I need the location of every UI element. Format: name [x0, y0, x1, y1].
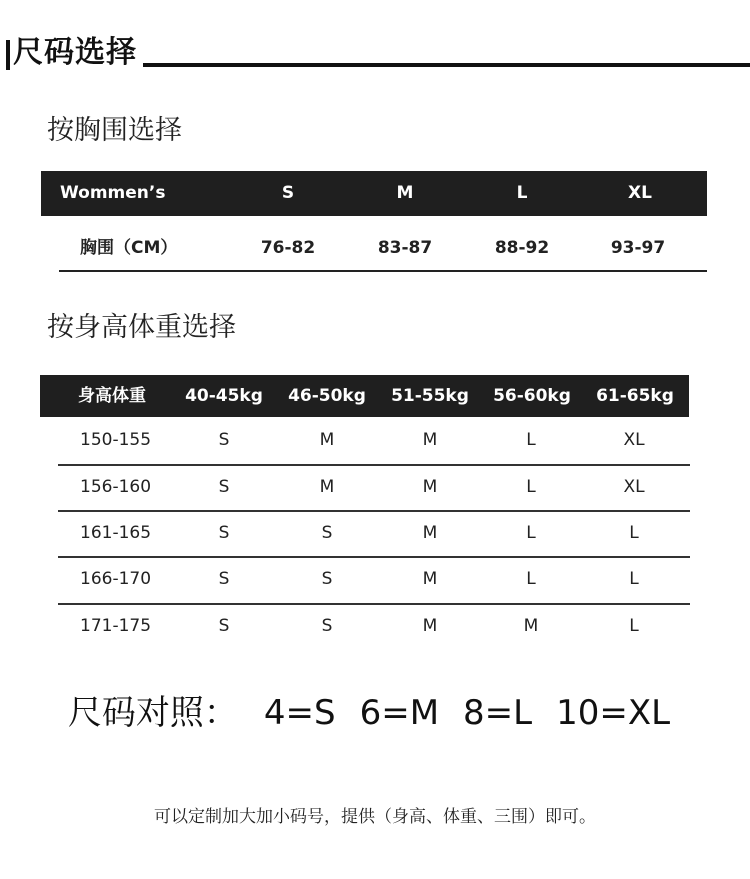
bust-value-xl: 93-97 — [610, 238, 666, 258]
table-row — [0, 510, 750, 556]
size-cell: S — [218, 430, 230, 450]
size-cell: XL — [623, 477, 645, 497]
height-range: 166-170 — [80, 569, 152, 589]
size-cell: M — [422, 569, 438, 589]
size-cell: M — [422, 477, 438, 497]
size-cell: L — [629, 616, 639, 636]
size-cell: S — [218, 616, 230, 636]
hw-header-label: 身高体重 — [78, 386, 146, 406]
bust-header-size-l: L — [516, 183, 528, 203]
hw-header-weight-3: 51-55kg — [391, 386, 469, 406]
size-mapping-pair: 4=S — [263, 693, 336, 733]
size-cell: M — [319, 430, 335, 450]
bust-header-size-s: S — [281, 183, 295, 203]
size-cell: XL — [623, 430, 645, 450]
bust-section-heading: 按胸围选择 — [47, 115, 182, 146]
customization-note: 可以定制加大加小码号，提供（身高、体重、三围）即可。 — [154, 807, 596, 827]
size-cell: L — [629, 569, 639, 589]
bust-table-header — [41, 171, 707, 216]
size-cell: M — [422, 430, 438, 450]
size-cell: S — [218, 477, 230, 497]
bust-header-label: Wommen’s — [60, 183, 166, 203]
table-row — [0, 417, 750, 463]
page-title: 尺码选择 — [13, 35, 137, 70]
bust-value-l: 88-92 — [494, 238, 550, 258]
table-row — [0, 556, 750, 602]
bust-value-m: 83-87 — [377, 238, 433, 258]
size-cell: L — [629, 523, 639, 543]
size-cell: M — [319, 477, 335, 497]
size-cell: S — [321, 616, 333, 636]
bust-row-label: 胸围（CM） — [80, 238, 178, 258]
size-mapping — [0, 690, 750, 736]
header-accent-bar — [6, 40, 10, 70]
size-cell: L — [526, 477, 536, 497]
hw-header-weight-4: 56-60kg — [493, 386, 571, 406]
table-row — [0, 603, 750, 649]
size-mapping-label: 尺码对照： — [67, 693, 238, 733]
size-cell: S — [218, 569, 230, 589]
bust-header-size-m: M — [396, 183, 414, 203]
height-range: 156-160 — [80, 477, 152, 497]
height-range: 150-155 — [80, 430, 152, 450]
hw-header-weight-5: 61-65kg — [596, 386, 674, 406]
size-mapping-pair: 8=L — [463, 693, 533, 733]
size-cell: M — [523, 616, 539, 636]
header-rule — [143, 63, 750, 67]
size-cell: M — [422, 523, 438, 543]
bust-value-s: 76-82 — [260, 238, 316, 258]
size-cell: S — [218, 523, 230, 543]
height-range: 161-165 — [80, 523, 152, 543]
table-row — [0, 464, 750, 510]
size-cell: L — [526, 430, 536, 450]
size-mapping-pair: 10=XL — [556, 693, 671, 733]
size-cell: S — [321, 523, 333, 543]
height-weight-table-header — [40, 375, 689, 417]
bust-header-size-xl: XL — [628, 183, 652, 203]
size-cell: L — [526, 569, 536, 589]
height-weight-section-heading: 按身高体重选择 — [47, 312, 236, 343]
size-cell: L — [526, 523, 536, 543]
height-range: 171-175 — [80, 616, 152, 636]
hw-header-weight-1: 40-45kg — [185, 386, 263, 406]
size-cell: M — [422, 616, 438, 636]
size-cell: S — [321, 569, 333, 589]
bust-table-rule — [59, 270, 707, 272]
size-mapping-pair: 6=M — [359, 693, 440, 733]
hw-header-weight-2: 46-50kg — [288, 386, 366, 406]
